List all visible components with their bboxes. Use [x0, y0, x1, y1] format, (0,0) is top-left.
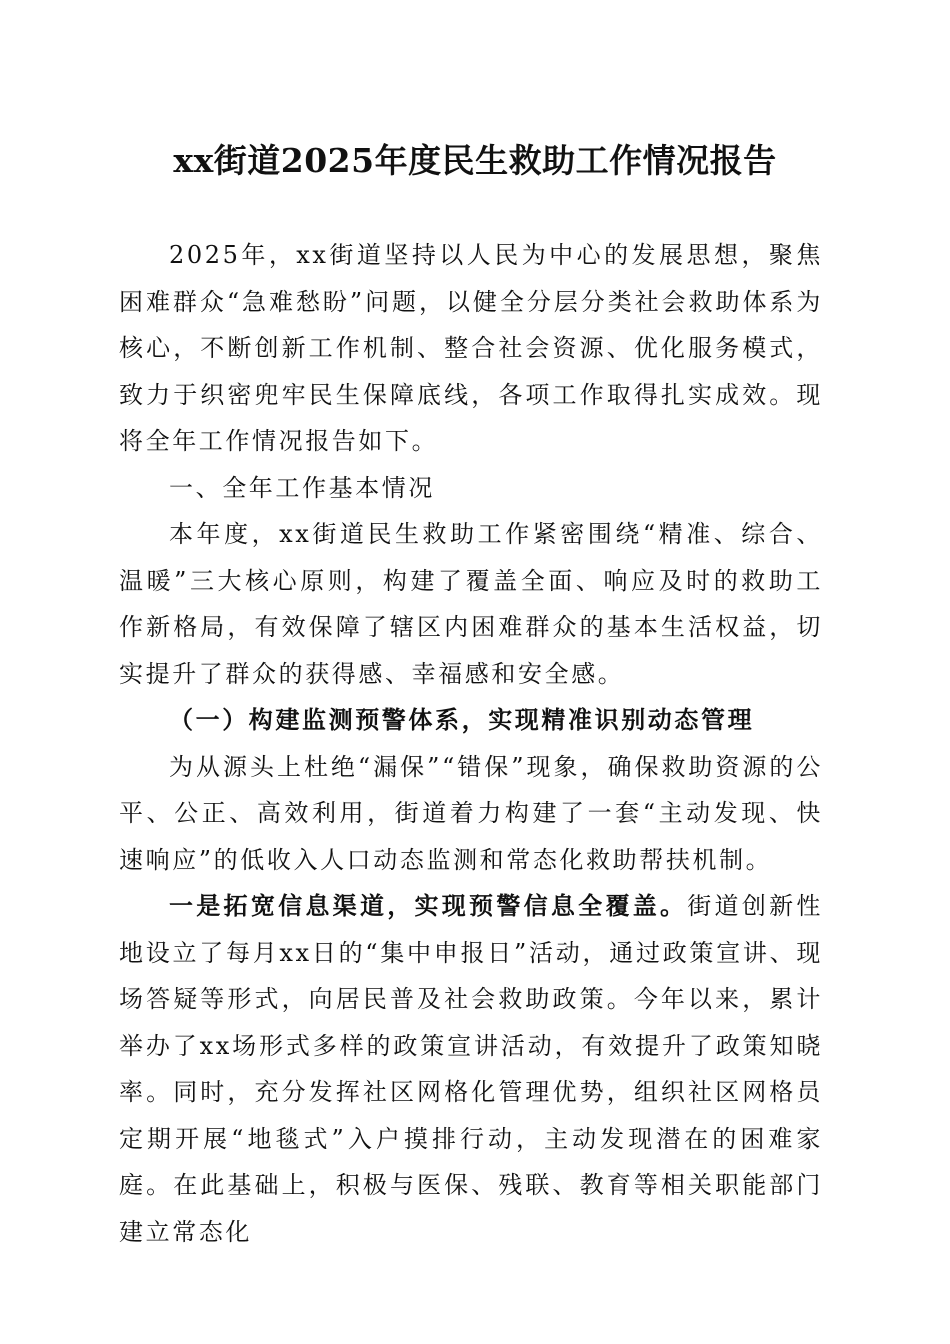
intro-paragraph: 2025年，xx街道坚持以人民为中心的发展思想，聚焦困难群众“急难愁盼”问题，以健全分层分类社会救助体系为核心，不断创新工作机制、整合社会资源、优化服务模式，致力于织密兜牢民生保障底线，各项工作取得扎实成效。现将全年工作情况报告如下。	[119, 241, 823, 455]
document-title: xx街道2025年度民生救助工作情况报告	[173, 141, 777, 180]
section-1-paragraph: 本年度，xx街道民生救助工作紧密围绕“精准、综合、温暖”三大核心原则，构建了覆盖全面、响应及时的救助工作新格局，有效保障了辖区内困难群众的基本生活权益，切实提升了群众的获得感、幸福感和安全感。	[119, 520, 823, 688]
section-heading-1: 一、全年工作基本情况	[169, 473, 435, 502]
subsection-1-paragraph: 为从源头上杜绝“漏保”“错保”现象，确保救助资源的公平、公正、高效利用，街道着力构建了一套“主动发现、快速响应”的低收入人口动态监测和常态化救助帮扶机制。	[119, 752, 823, 874]
point-1-text: 街道创新性地设立了每月xx日的“集中申报日”活动，通过政策宣讲、现场答疑等形式，向居民普及社会救助政策。今年以来，累计举办了xx场形式多样的政策宣讲活动，有效提升了政策知晓率。同时，充分发挥社区网格化管理优势，组织社区网格员定期开展“地毯式”入户摸排行动，主动发现潜在的困难家庭。在此基础上，积极与医保、残联、教育等相关职能部门建立常态化	[119, 892, 823, 1246]
point-1-paragraph	[119, 883, 823, 1255]
subsection-heading-1: （一）构建监测预警体系，实现精准识别动态管理	[169, 705, 755, 734]
point-1-lead: 一是拓宽信息渠道，实现预警信息全覆盖。	[169, 891, 688, 920]
document-body	[119, 232, 823, 1255]
